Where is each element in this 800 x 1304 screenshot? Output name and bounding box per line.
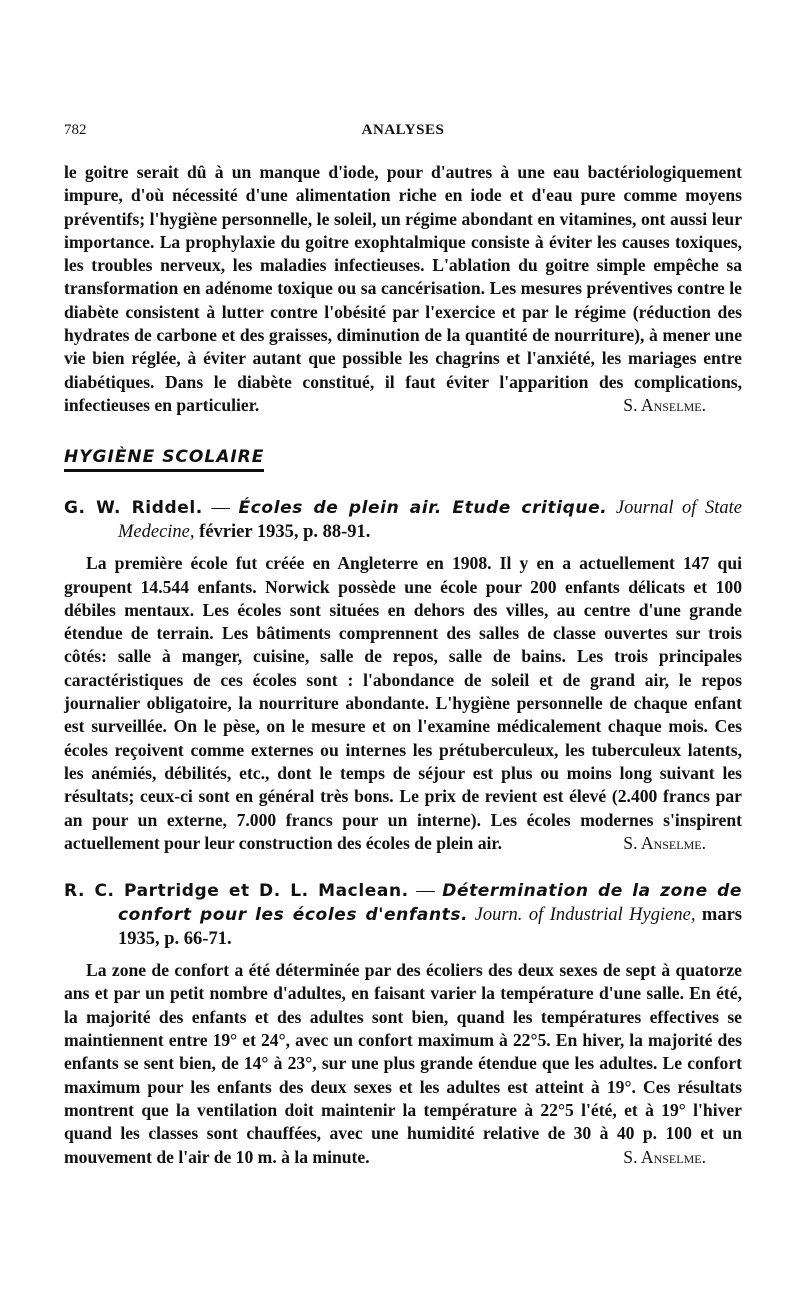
article-reference-1 <box>64 496 742 544</box>
running-title: ANALYSES <box>361 122 445 138</box>
article-1-journal: Journal of State Medecine, <box>118 498 743 543</box>
article-2-abstract-text: La zone de confort a été déterminée par des écoliers des deux sexes de sept à quatorze ans et par un petit nombre d'adultes, en faisant varier la température d'une salle. En été, la majorité des enfants et des adultes sont bien, quand les températures effectives se maintiennent entre 19° et 24°, avec un confort maximum à 22°5. En hiver, la majorité des enfants se sent bien, de 14° à 23°, sur une plus grande étendue que les adultes. Le confort maximum pour les enfants des deux sexes et les adultes est atteint à 19°. Ces résultats montrent que la ventilation doit maintenir la température à 22°5 l'été, et à 19° l'hiver quand les classes sont chauffées, avec une humidité relative de 30 à 40 p. 100 et un mouvement de l'air de 10 m. à la minute. <box>64 960 742 1167</box>
page-header <box>64 118 742 146</box>
article-1-dash: — <box>202 498 239 519</box>
intro-paragraph <box>64 161 742 417</box>
article-2-journal: Journ. of Industrial Hygiene, <box>474 905 696 926</box>
journal-page <box>64 118 742 1169</box>
section-title: HYGIÈNE SCOLAIRE <box>64 447 264 472</box>
article-1-title: Écoles de plein air. Etude critique. <box>238 498 608 519</box>
article-1-details: février 1935, p. 88-91. <box>199 522 371 543</box>
article-2-title: Détermination de la zone de confort pour les écoles d'enfants. <box>118 881 743 926</box>
article-2-abstract <box>64 959 742 1169</box>
article-2-dash: — <box>408 881 443 902</box>
article-1-abstract <box>64 552 742 855</box>
article-1-signature: S. Anselme. <box>623 832 706 853</box>
page-number: 782 <box>64 122 87 138</box>
article-reference-2 <box>64 879 742 951</box>
intro-text: le goitre serait dû à un manque d'iode, pour d'autres à une eau bactériologiquement impure, d'où nécessité d'une alimentation riche en iode et d'eau pure comme moyens préventifs; l'hygiène personnelle, le soleil, un régime abondant en vitamines, ont aussi leur importance. La prophylaxie du goitre exophtalmique consiste à éviter les causes toxiques, les troubles nerveux, les maladies infectieuses. L'ablation du goitre simple empêche sa transformation en adénome toxique ou sa cancérisation. Les mesures préventives contre le diabète consistent à lutter contre l'obésité par l'exercice et par le régime (réduction des hydrates de carbone et des graisses, diminution de la quantité de nourriture), à mener une vie bien réglée, à éviter autant que possible les chagrins et l'anxiété, les mariages entre diabétiques. Dans le diabète constitué, il faut éviter l'apparition des complications, infectieuses en particulier. <box>64 162 742 415</box>
article-2-details: mars 1935, p. 66-71. <box>118 905 742 950</box>
intro-signature: S. Anselme. <box>623 394 706 415</box>
article-2-signature: S. Anselme. <box>623 1146 706 1167</box>
article-2-authors: R. C. Partridge et D. L. Maclean. <box>64 881 409 902</box>
article-1-abstract-text: La première école fut créée en Angleterre en 1908. Il y en a actuellement 147 qui groupent 14.544 enfants. Norwick possède une école pour 200 enfants délicats et 100 débiles mentaux. Les écoles sont situées en dehors des villes, au centre d'une grande étendue de terrain. Les bâtiments comprennent des salles de classe ouvertes sur trois côtés: salle à manger, cuisine, salle de repos, salle de bains. Les trois principales caractéristiques de ces écoles sont : l'abondance de soleil et de grand air, le repos journalier obligatoire, la nourriture abondante. L'hygiène personnelle de chaque enfant est surveillée. On le pèse, on le mesure et on l'examine médicalement chaque mois. Ces écoles reçoivent comme externes ou internes les prétuberculeux, les tuberculeux latents, les anémiés, débilités, etc., dont le temps de séjour est plus ou moins long suivant les résultats; ceux-ci sont en général très bons. Le prix de revient est élevé (2.400 francs par an pour un externe, 7.000 francs pour un interne). Les écoles modernes s'inspirent actuellement pour leur construction des écoles de plein air. <box>64 553 742 853</box>
article-1-authors: G. W. Riddel. <box>64 498 203 519</box>
